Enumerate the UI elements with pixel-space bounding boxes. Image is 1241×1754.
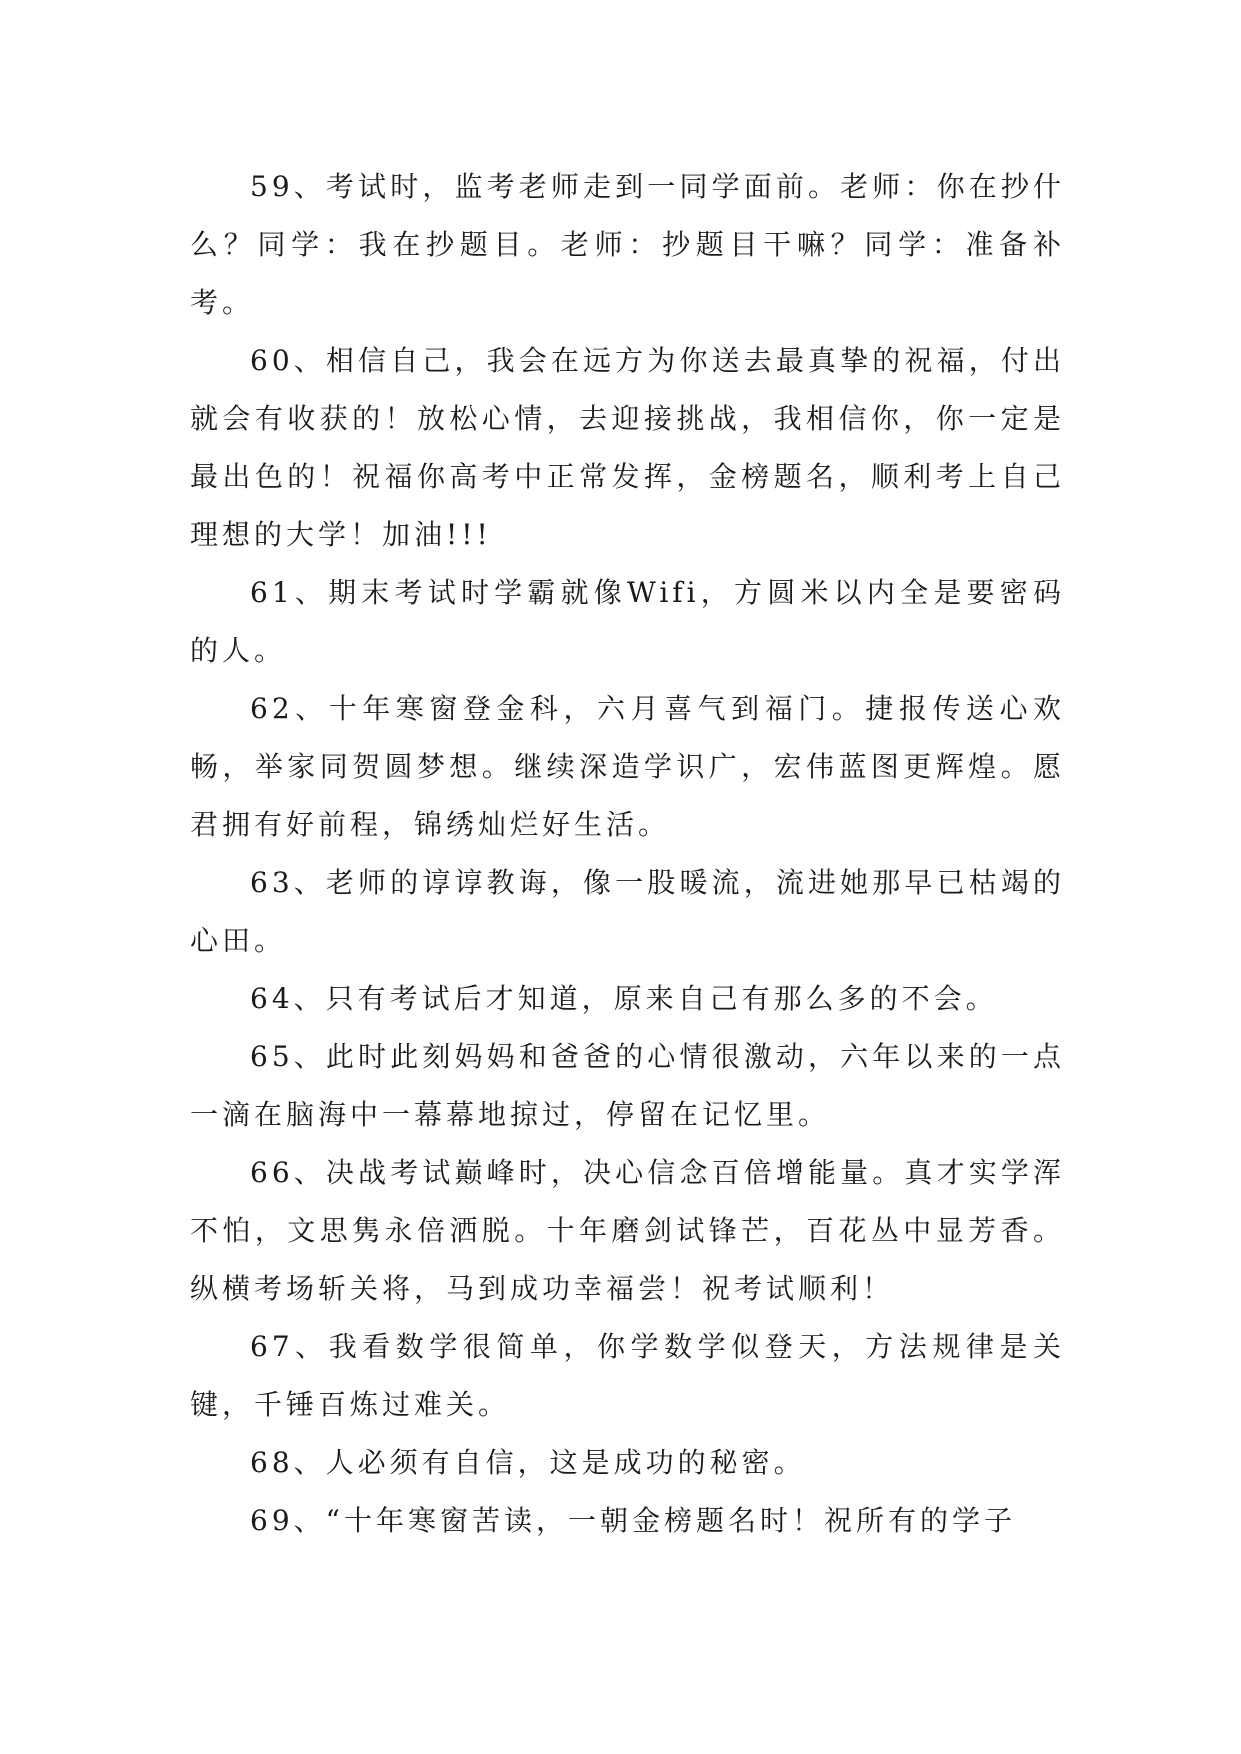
paragraph-61: 61、期末考试时学霸就像Wifi，方圆米以内全是要密码的人。 [190, 576, 1065, 667]
paragraph-69: 69、“十年寒窗苦读，一朝金榜题名时！祝所有的学子 [250, 1504, 1016, 1537]
paragraph-67: 67、我看数学很简单，你学数学似登天，方法规律是关键，千锤百炼过难关。 [190, 1330, 1065, 1421]
paragraph-62: 62、十年寒窗登金科，六月喜气到福门。捷报传送心欢畅，举家同贺圆梦想。继续深造学识广，宏伟蓝图更辉煌。愿君拥有好前程，锦绣灿烂好生活。 [190, 692, 1065, 841]
paragraph-63: 63、老师的谆谆教诲，像一股暖流，流进她那早已枯竭的心田。 [190, 866, 1065, 957]
paragraph-64: 64、只有考试后才知道，原来自己有那么多的不会。 [250, 982, 998, 1015]
paragraph-60: 60、相信自己，我会在远方为你送去最真挚的祝福，付出就会有收获的！放松心情，去迎接挑战，我相信你，你一定是最出色的！祝福你高考中正常发挥，金榜题名，顺利考上自己理想的大学！加油!!! [190, 344, 1065, 551]
paragraph-68: 68、人必须有自信，这是成功的秘密。 [250, 1446, 806, 1479]
paragraph-66: 66、决战考试巅峰时，决心信念百倍增能量。真才实学浑不怕，文思隽永倍洒脱。十年磨剑试锋芒，百花丛中显芳香。纵横考场斩关将，马到成功幸福尝！祝考试顺利！ [190, 1156, 1065, 1305]
document-body [190, 158, 1065, 1550]
paragraph-65: 65、此时此刻妈妈和爸爸的心情很激动，六年以来的一点一滴在脑海中一幕幕地掠过，停留在记忆里。 [190, 1040, 1065, 1131]
paragraph-59: 59、考试时，监考老师走到一同学面前。老师：你在抄什么？同学：我在抄题目。老师：抄题目干嘛？同学：准备补考。 [190, 170, 1065, 319]
